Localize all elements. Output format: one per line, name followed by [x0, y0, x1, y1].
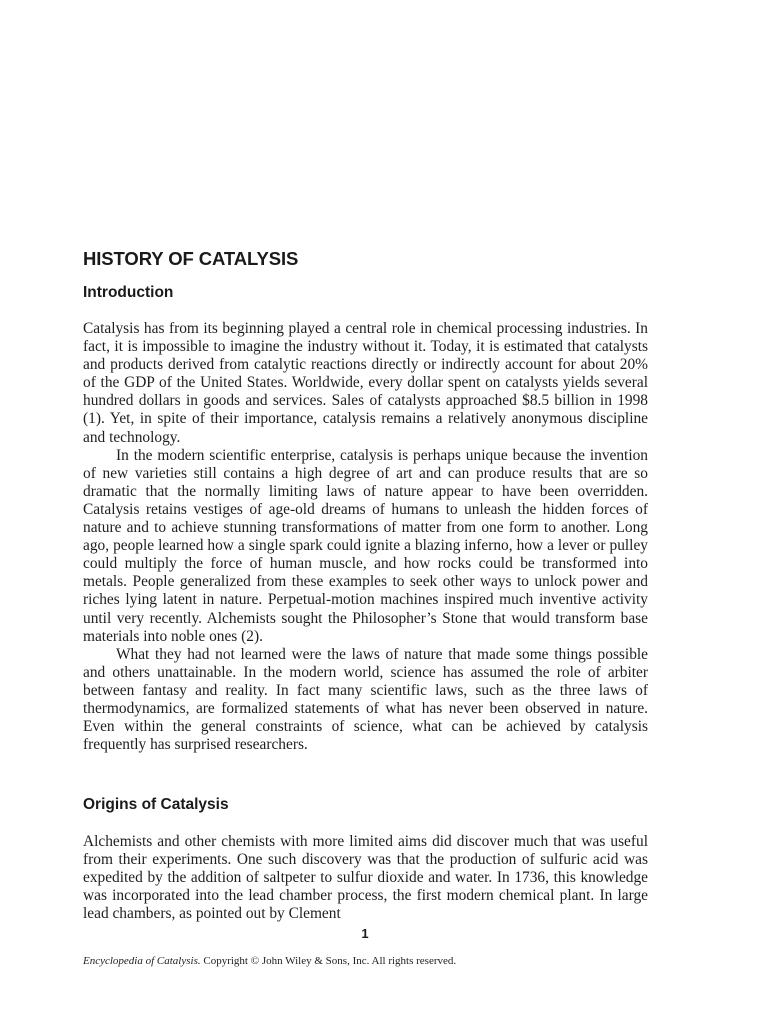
article-title: HISTORY OF CATALYSIS [83, 248, 299, 269]
publication-name: Encyclopedia of Catalysis. [83, 955, 201, 967]
copyright-text: Copyright © John Wiley & Sons, Inc. All rights reserved. [203, 955, 457, 967]
paragraph: In the modern scientific enterprise, catalysis is perhaps unique because the invention of new varieties still contains a high degree of art and can produce results that are so dramatic that the normally limiting laws of nature appear to have been overridden. Catalysis retains vestiges of age-old dreams of humans to unleash the hidden forces of nature and to achieve stunning transformations of matter from one form to another. Long ago, people learned how a single spark could ignite a blazing inferno, how a lever or pulley could multiply the force of human muscle, and how rocks could be transformed into metals. People generalized from these examples to seek other ways to unlock power and riches lying latent in nature. Perpetual-motion machines inspired much inventive activity until very recently. Alchemists sought the Philosopher’s Stone that would transform base materials into noble ones (2). [83, 446, 648, 645]
section-heading-origins: Origins of Catalysis [83, 796, 229, 813]
paragraph: What they had not learned were the laws of nature that made some things possible and others unattainable. In the modern world, science has assumed the role of arbiter between fantasy and reality. In fact many scientific laws, such as the three laws of thermodynamics, are formalized statements of what has never been observed in nature. Even within the general constraints of science, what can be achieved by catalysis frequently has surprised researchers. [83, 645, 648, 754]
copyright-footer [83, 954, 456, 968]
paragraph: Catalysis has from its beginning played a central role in chemical processing industries. In fact, it is impossible to imagine the industry without it. Today, it is estimated that catalysts and products derived from catalytic reactions directly or indirectly account for about 20% of the GDP of the United States. Worldwide, every dollar spent on catalysts yields several hundred dollars in goods and services. Sales of catalysts approached $8.5 billion in 1998 (1). Yet, in spite of their importance, catalysis remains a relatively anonymous discipline and technology. [83, 320, 648, 446]
introduction-body [83, 320, 648, 754]
section-heading-introduction: Introduction [83, 284, 174, 301]
paragraph: Alchemists and other chemists with more limited aims did discover much that was useful from their experiments. One such discovery was that the production of sulfuric acid was expedited by the addition of saltpeter to sulfur dioxide and water. In 1736, this knowledge was incorporated into the lead chamber process, the first modern chemical plant. In large lead chambers, as pointed out by Clement [83, 833, 648, 923]
page-number: 1 [361, 926, 369, 941]
origins-body [83, 833, 648, 923]
